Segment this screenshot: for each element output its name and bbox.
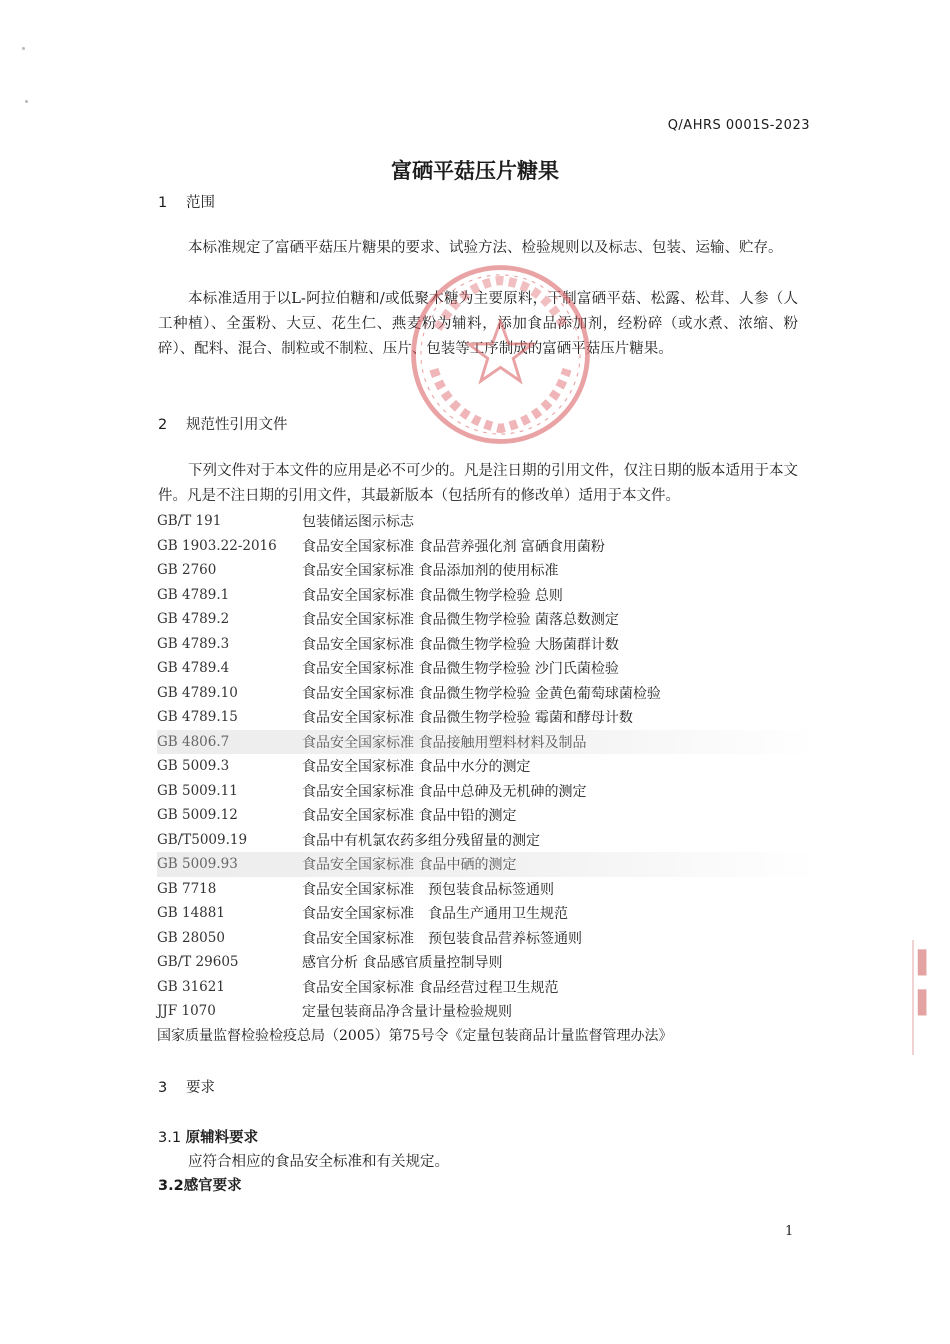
company-seal-stamp bbox=[408, 262, 593, 447]
reference-row bbox=[157, 656, 817, 681]
reference-row bbox=[157, 975, 817, 1000]
reference-name: 食品安全国家标准 预包装食品营养标签通则 bbox=[302, 930, 582, 947]
reference-code: GB/T 191 bbox=[157, 513, 222, 530]
reference-row bbox=[157, 534, 817, 559]
reference-code: GB 4789.10 bbox=[157, 684, 238, 701]
reference-name: 食品安全国家标准 食品生产通用卫生规范 bbox=[302, 906, 568, 923]
reference-row bbox=[157, 828, 817, 853]
reference-name: 食品安全国家标准 食品微生物学检验 大肠菌群计数 bbox=[302, 636, 619, 653]
reference-row bbox=[157, 754, 817, 779]
reference-row bbox=[157, 558, 817, 583]
reference-row bbox=[157, 509, 817, 534]
subsection-title: 原辅料要求 bbox=[185, 1130, 259, 1146]
subsection-number: 3.1 bbox=[158, 1130, 182, 1146]
subsection-number: 3.2 bbox=[158, 1178, 184, 1194]
reference-code: GB 5009.12 bbox=[157, 807, 238, 824]
reference-name: 食品安全国家标准 食品微生物学检验 菌落总数测定 bbox=[302, 612, 619, 629]
reference-name: 食品中有机氯农药多组分残留量的测定 bbox=[302, 832, 540, 849]
reference-name: 食品安全国家标准 食品中总砷及无机砷的测定 bbox=[302, 783, 587, 800]
scope-paragraph-2: 本标准适用于以L-阿拉伯糖和/或低聚木糖为主要原料，干制富硒平菇、松露、松茸、人参（人工种植）、全蛋粉、大豆、花生仁、燕麦粉为辅料，添加食品添加剂，经粉碎（或水煮、浓缩、粉碎）、配料、混合、制粒或不制粒、压片、包装等工序制成的富硒平菇压片糖果。 bbox=[158, 291, 798, 357]
reference-row bbox=[157, 803, 817, 828]
reference-name: 感官分析 食品感官质量控制导则 bbox=[302, 955, 503, 972]
reference-row bbox=[157, 583, 817, 608]
reference-row-highlighted bbox=[157, 852, 817, 877]
reference-name: 食品安全国家标准 预包装食品标签通则 bbox=[302, 881, 554, 898]
reference-code: JJF 1070 bbox=[157, 1003, 216, 1020]
reference-row bbox=[157, 681, 817, 706]
reference-name: 食品安全国家标准 食品经营过程卫生规范 bbox=[302, 979, 559, 996]
subsection-heading-sensory bbox=[158, 1174, 242, 1195]
section-heading-scope bbox=[158, 191, 215, 212]
reference-row bbox=[157, 607, 817, 632]
section-number: 3 bbox=[158, 1080, 168, 1096]
reference-name: 定量包装商品净含量计量检验规则 bbox=[302, 1004, 512, 1021]
reference-code: GB 14881 bbox=[157, 905, 225, 922]
section-heading-requirements bbox=[158, 1076, 215, 1097]
fragment-mark: ▌ bbox=[918, 991, 935, 1016]
fragment-mark: ▌ bbox=[918, 951, 935, 976]
section-heading-references bbox=[158, 413, 288, 434]
section-title: 规范性引用文件 bbox=[186, 417, 288, 433]
reference-name: 食品安全国家标准 食品中水分的测定 bbox=[302, 759, 531, 776]
reference-code: GB 31621 bbox=[157, 978, 225, 995]
reference-name: 食品安全国家标准 食品微生物学检验 总则 bbox=[302, 587, 563, 604]
subsection-heading-raw-materials bbox=[158, 1126, 258, 1147]
regulation-notice: 国家质量监督检验检疫总局（2005）第75号令《定量包装商品计量监督管理办法》 bbox=[157, 1027, 673, 1044]
reference-code: GB 4789.2 bbox=[157, 611, 230, 628]
reference-row bbox=[157, 999, 817, 1024]
reference-list bbox=[157, 509, 817, 1048]
reference-code: GB/T5009.19 bbox=[157, 831, 248, 848]
document-title: 富硒平菇压片糖果 bbox=[391, 159, 559, 183]
section-number: 2 bbox=[158, 417, 168, 433]
reference-row bbox=[157, 705, 817, 730]
reference-row bbox=[157, 779, 817, 804]
reference-name: 食品安全国家标准 食品中铅的测定 bbox=[302, 808, 517, 825]
references-intro: 下列文件对于本文件的应用是必不可少的。凡是注日期的引用文件，仅注日期的版本适用于本文件。凡是不注日期的引用文件，其最新版本（包括所有的修改单）适用于本文件。 bbox=[158, 463, 798, 504]
reference-code: GB 5009.11 bbox=[157, 782, 238, 799]
reference-row bbox=[157, 926, 817, 951]
reference-code: GB 4806.7 bbox=[157, 733, 230, 750]
reference-code: GB 5009.3 bbox=[157, 758, 230, 775]
reference-code: GB 4789.1 bbox=[157, 586, 230, 603]
section-title: 要求 bbox=[186, 1080, 215, 1096]
reference-row bbox=[157, 901, 817, 926]
reference-code: GB 4789.15 bbox=[157, 709, 238, 726]
adjacent-page-fragment bbox=[912, 940, 950, 1055]
reference-name: 食品安全国家标准 食品中硒的测定 bbox=[302, 857, 517, 874]
raw-materials-text: 应符合相应的食品安全标准和有关规定。 bbox=[188, 1154, 449, 1170]
reference-code: GB 4789.4 bbox=[157, 660, 230, 677]
scan-speck bbox=[22, 47, 25, 50]
reference-row bbox=[157, 632, 817, 657]
reference-code: GB 28050 bbox=[157, 929, 225, 946]
reference-name: 食品安全国家标准 食品添加剂的使用标准 bbox=[302, 563, 559, 580]
reference-name: 食品安全国家标准 食品微生物学检验 霉菌和酵母计数 bbox=[302, 710, 633, 727]
section-number: 1 bbox=[158, 195, 168, 211]
reference-row bbox=[157, 950, 817, 975]
reference-row bbox=[157, 877, 817, 902]
reference-code: GB/T 29605 bbox=[157, 954, 239, 971]
section-title: 范围 bbox=[186, 195, 215, 211]
reference-code: GB 2760 bbox=[157, 562, 217, 579]
document-code: Q/AHRS 0001S-2023 bbox=[667, 118, 810, 133]
reference-name: 食品安全国家标准 食品微生物学检验 金黄色葡萄球菌检验 bbox=[302, 685, 661, 702]
reference-code: GB 5009.93 bbox=[157, 856, 238, 873]
reference-row-highlighted bbox=[157, 730, 817, 755]
reference-code: GB 7718 bbox=[157, 880, 217, 897]
reference-code: GB 4789.3 bbox=[157, 635, 230, 652]
page-number: 1 bbox=[785, 1224, 794, 1239]
scope-paragraph-1: 本标准规定了富硒平菇压片糖果的要求、试验方法、检验规则以及标志、包装、运输、贮存。 bbox=[188, 240, 783, 256]
scan-speck bbox=[25, 100, 28, 103]
reference-name: 食品安全国家标准 食品营养强化剂 富硒食用菌粉 bbox=[302, 538, 605, 555]
reference-name: 包装储运图示标志 bbox=[302, 514, 414, 531]
subsection-title: 感官要求 bbox=[183, 1178, 242, 1194]
reference-name: 食品安全国家标准 食品接触用塑料材料及制品 bbox=[302, 734, 587, 751]
reference-name: 食品安全国家标准 食品微生物学检验 沙门氏菌检验 bbox=[302, 661, 619, 678]
reference-code: GB 1903.22-2016 bbox=[157, 537, 277, 554]
